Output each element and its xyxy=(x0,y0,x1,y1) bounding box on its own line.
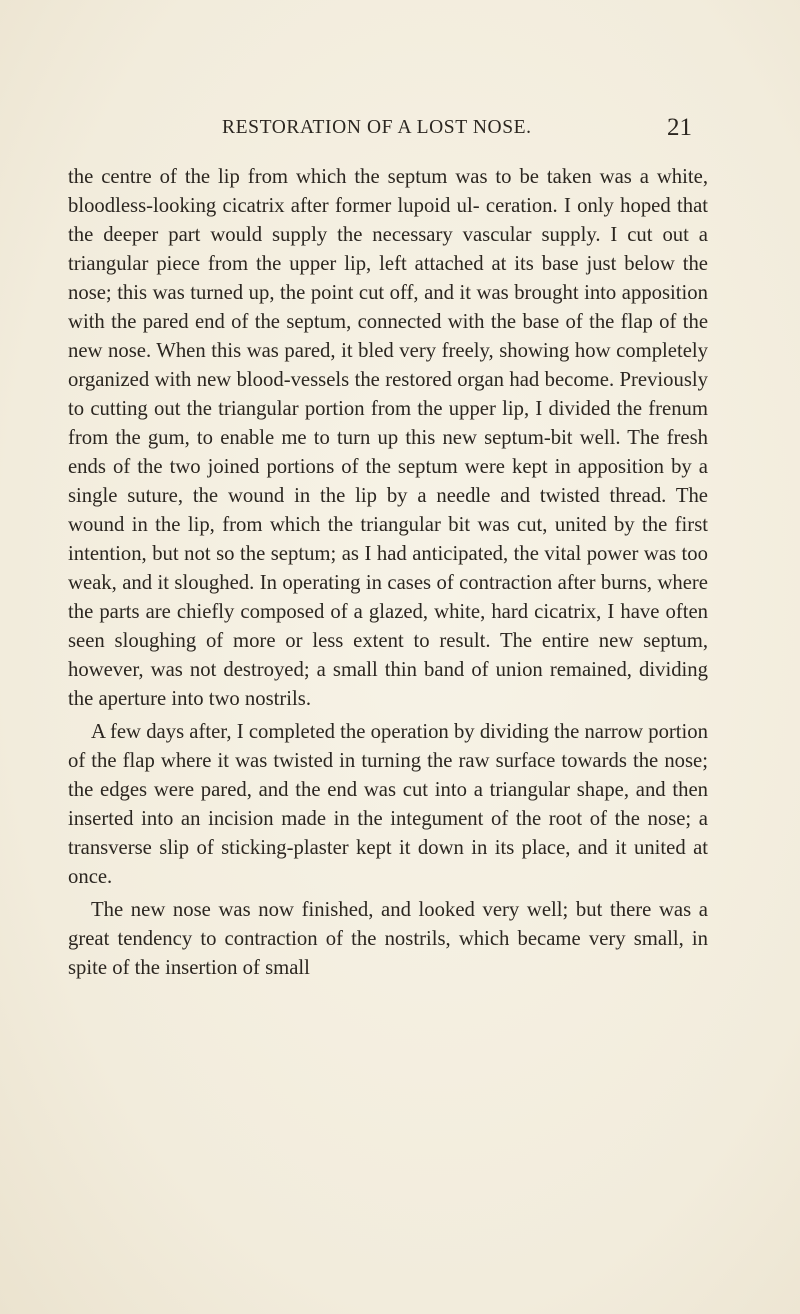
running-header xyxy=(222,114,692,147)
paragraph-2: A few days after, I completed the operation by dividing the narrow portion of the flap where it was twisted in turning the raw surface towards the nose; the edges were pared, and the end was cut into a triangular shape, and then inserted into an incision made in the integument of the root of the nose; a transverse slip of sticking-plaster kept it down in its place, and it united at once. xyxy=(68,721,708,888)
body-text xyxy=(68,163,708,983)
running-header-title: RESTORATION OF A LOST NOSE. xyxy=(222,117,532,138)
paragraph-1: the centre of the lip from which the septum was to be taken was a white, bloodless-looking cicatrix after former lupoid ul- ceration. I only hoped that the deeper part would supply the necessary vascular supply. I cut out a triangular piece from the upper lip, left attached at its base just below the nose; this was turned up, the point cut off, and it was brought into apposition with the pared end of the septum, connected with the base of the flap of the new nose. When this was pared, it bled very freely, showing how completely organized with new blood-vessels the restored organ had become. Previously to cutting out the triangular portion from the upper lip, I divided the frenum from the gum, to enable me to turn up this new septum-bit well. The fresh ends of the two joined portions of the septum were kept in apposition by a single suture, the wound in the lip by a needle and twisted thread. The wound in the lip, from which the triangular bit was cut, united by the first intention, but not so the septum; as I had anticipated, the vital power was too weak, and it sloughed. In operating in cases of contraction after burns, where the parts are chiefly composed of a glazed, white, hard cicatrix, I have often seen sloughing of more or less extent to result. The entire new septum, however, was not destroyed; a small thin band of union remained, dividing the aperture into two nostrils. xyxy=(68,166,708,710)
paragraph-3: The new nose was now finished, and looked very well; but there was a great tendency to contraction of the nostrils, which became very small, in spite of the insertion of small xyxy=(68,899,708,979)
page-number: 21 xyxy=(667,114,692,141)
